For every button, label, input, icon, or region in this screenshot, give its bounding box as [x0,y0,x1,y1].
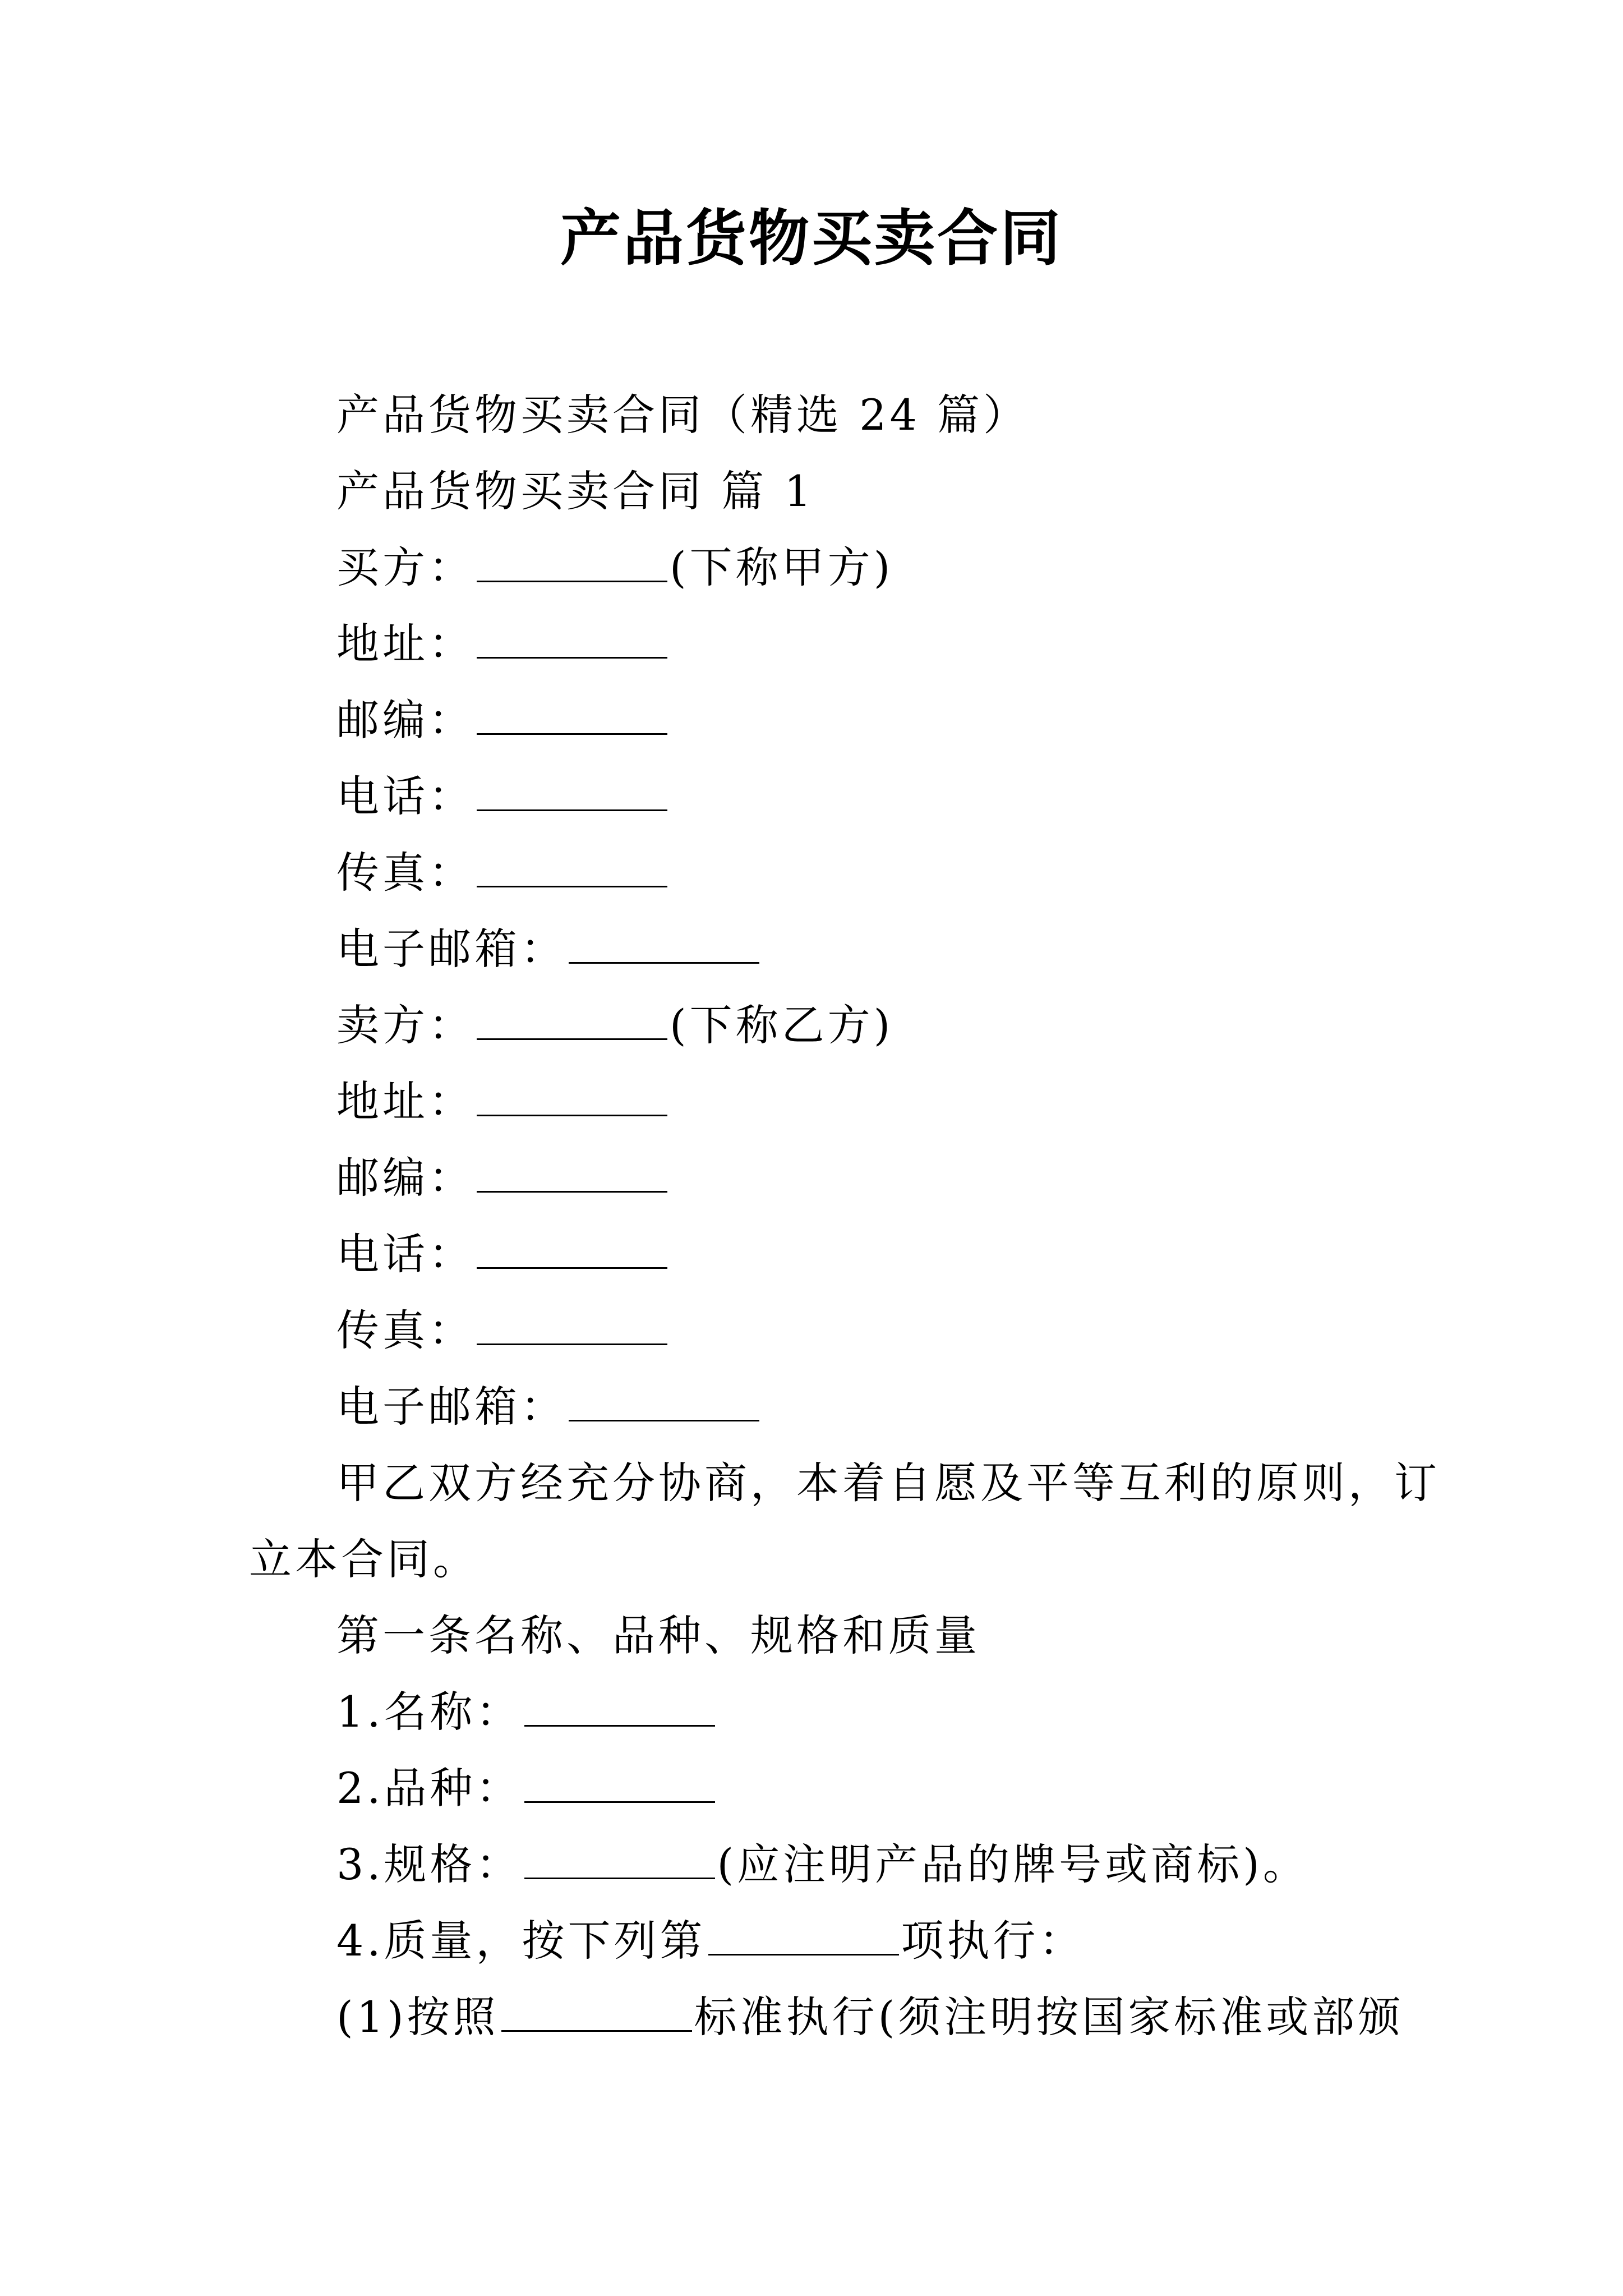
section-heading: 产品货物买卖合同 篇 1 [336,466,815,516]
buyer-address-blank [477,616,667,659]
intro-paragraph-line2: 立本合同。 [249,1534,479,1584]
article1-item1-line [336,1989,1404,2045]
article1-item1-blank [501,1990,692,2032]
seller-email-label: 电子邮箱： [336,1382,566,1432]
buyer-fax-line [336,845,670,901]
article1-quality-prefix: 4.质量，按下列第 [336,1916,706,1966]
seller-line [336,997,893,1053]
document-subtitle: 产品货物买卖合同（精选 24 篇） [336,390,1030,440]
seller-postcode-label: 邮编： [336,1153,474,1203]
seller-fax-blank [477,1303,667,1345]
buyer-label: 买方： [336,542,474,592]
buyer-address-label: 地址： [336,619,474,669]
seller-address-line [336,1074,670,1130]
seller-suffix: (下称乙方) [670,1000,894,1050]
article1-quality-line [336,1913,1085,1969]
buyer-email-line [336,921,762,977]
article1-spec-blank [524,1837,715,1879]
seller-email-blank [569,1379,759,1421]
article1-quality-suffix: 项执行： [901,1916,1085,1966]
seller-fax-label: 传真： [336,1305,474,1355]
buyer-email-label: 电子邮箱： [336,924,566,974]
seller-email-line [336,1379,762,1435]
buyer-postcode-line [336,692,670,748]
seller-phone-blank [477,1227,667,1269]
article1-spec-label: 3.规格： [336,1839,522,1889]
article1-name-line [336,1684,717,1740]
article1-quality-blank [708,1913,899,1955]
buyer-fax-blank [477,845,667,887]
article1-spec-note: (应注明产品的牌号或商标)。 [717,1839,1309,1889]
buyer-address-line [336,616,670,672]
seller-postcode-line [336,1150,670,1206]
article1-variety-label: 2.品种： [336,1763,522,1813]
seller-blank [477,998,667,1040]
buyer-suffix: (下称甲方) [670,542,894,592]
article1-variety-blank [524,1761,715,1803]
article1-variety-line [336,1760,717,1816]
seller-postcode-blank [477,1151,667,1193]
article1-name-label: 1.名称： [336,1687,522,1737]
buyer-postcode-blank [477,693,667,735]
seller-address-blank [477,1074,667,1116]
buyer-postcode-label: 邮编： [336,695,474,745]
buyer-phone-blank [477,769,667,811]
seller-phone-label: 电话： [336,1229,474,1279]
seller-fax-line [336,1303,670,1359]
buyer-phone-line [336,769,670,825]
article1-item1-prefix: (1)按照 [336,1992,499,2042]
article1-heading: 第一条名称、品种、规格和质量 [336,1611,980,1660]
buyer-fax-label: 传真： [336,848,474,898]
seller-address-label: 地址： [336,1076,474,1126]
buyer-email-blank [569,922,759,964]
article1-name-blank [524,1685,715,1727]
seller-phone-line [336,1226,670,1282]
buyer-blank [477,540,667,582]
article1-item1-suffix: 标准执行(须注明按国家标准或部颁 [694,1992,1404,2042]
document-title: 产品货物买卖合同 [560,203,1063,274]
article1-spec-line [336,1837,1309,1893]
seller-label: 卖方： [336,1000,474,1050]
buyer-line [336,540,893,596]
buyer-phone-label: 电话： [336,771,474,821]
intro-paragraph-line1: 甲乙双方经充分协商，本着自愿及平等互利的原则，订 [336,1458,1440,1508]
